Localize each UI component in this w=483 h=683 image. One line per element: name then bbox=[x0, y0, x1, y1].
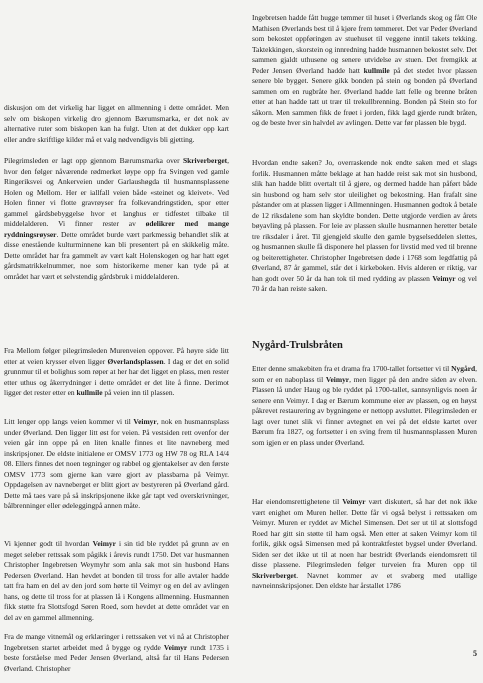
paragraph: Vi kjenner godt til hvordan Veimyr i sin tid ble ryddet på grunn av en meget seleber rettssak som pågikk i årevis rundt 1750. Det var husmannen Christopher Ingebretsen Weymyhr som anla sak mot sin husbond Hans Pedersen Øverland. Han hevdet at bonden til tross for alle avtaler hadde tatt fra ham en del av den jord som hørte til Veimyr og en del av avlingen hans, og dette til tross for at plassen lå i Kongens allmenning. Husmannen fikk støtte fra Slottsfogd Søren Roed, som hevdet at dette området var en del av en gammel allmenning. bbox=[4, 539, 229, 622]
paragraph: Litt lenger opp langs veien kommer vi til Veimyr, nok en husmannsplass under Øverland. Den ligger litt øst for veien. På vestsiden rett ovenfor der veien går inn oppe på en liten knalle finnes et lite navneberg med inskripsjoner. De eldste initialene er OMSV 1773 og HW 78 og RLA 14/4 08. Ellers finnes det noen tegninger og rabbel og gjentakelser av den første OMSV 1773 som gjerne kan være gjort av plassbarna på Veimyr. Oppdagelsen av navneberget er blitt gjort av bestyreren på Øverland gård. Dette må taes vare på så inskripsjonene ikke går tapt ved overskrivninger, bålbrenninger eller ødeleggingpå annen måte. bbox=[4, 417, 229, 510]
paragraph: diskusjon om det virkelig har ligget en allmenning i dette området. Men selv om biskopen virkelig dro gjennom Bærumsmarka, er det nok av alternative ruter som biskopen kan ha fulgt. Uten at det dukker opp kart eller andre skriftlige kilder må et valg nødvendigvis bli gjetting. bbox=[4, 103, 229, 144]
paragraph: Fra de mange vitnemål og erklæringer i rettssaken vet vi nå at Christopher Ingebretsen startet arbeidet med å bygge og rydde Veimyr rundt 1735 i beste forståelse med Peder Jensen Øverland, altså far til Hans Pedersen Øverland. Christopher bbox=[4, 632, 229, 673]
paragraph: Hvordan endte saken? Jo, overraskende nok endte saken med et slags forlik. Husmannen måtte beklage at han hadde reist sak mot sin husbond, slik han hadde blitt overtalt til å gjøre, og dermed hadde han påført både sin husbond og ham selv stor uleilighet og bekostning. Han frafalt sine påstander om at plassen ligger i Allmenningen. Husmannen godtok å betale de 12 riksdalene som han skyldte bonden. Dette utgjorde verdien av årets bøyavling på plassen. For leie av plassen skulle husmannen heretter betale tre riksdaler i året. Til gjengjeld skulle den gamle bygselseddelen slettes, og husmannen skulle få disponere hel plassen for livstid med ved til brenne og beiterettigheter. Christopher Ingebretsen døde i 1768 som legdfattig på Øverland, 87 år gammel, står det i kirkeboken. Hvis alderen er riktig, var han godt over 50 år da han tok til med rydding av plassen Veimyr og vel 70 år da han reiste saken. bbox=[252, 158, 477, 293]
page-number: 5 bbox=[473, 649, 477, 658]
paragraph: Etter denne smakebiten fra et drama fra 1700-tallet fortsetter vi til Nygård, som er en naboplass til Veimyr, men ligger på den andre siden av elven. Plassen lå under Haug og ble ryddet på 1700-tallet, sannsynligvis noen år senere enn Veimyr. I dag er Bærum kommune eier av plassen, og en høyst påkrevet restaurering av bygningene er nettopp avsluttet. Pilegrimsleden er lagt over tunet slik vi finner avtegnet en vei på det eldste kartet over Bærum fra 1827, og fortsetter i en sving frem til husmannsplassen Muren som igjen er en plass under Øverland. bbox=[252, 364, 477, 447]
paragraph: Pilegrimsleden er lagt opp gjennom Bærumsmarka over Skriverberget, hvor den følger nåværende rødmerket løype opp fra Svingen ved gamle Ringeriksvei og Ankerveien under Garlaushøgda til husmannsplassene Holen og Mellom. Her er iallfall veien både «steinet og kleivet». Ved Holen finner vi flotte gravrøyser fra folkevandringstiden, spor etter gammel gårdsbebyggelse hvor et langhus er tidfestet tilbake til middelalderen. Vi finner rester av ødelikrer med mange ryddningsrøyser. Dette området burde vært parkmessig behandlet slik at disse enestående kulturminnene kan bli presentert på en skikkelig måte. Dette området har fra gammelt av vært kalt Holenskogen og har hatt eget gårdsmatrikkelnummer, noe som historikerne mener kan tyde på at området har vært et selvstendig gårdsbruk i middelalderen. bbox=[4, 156, 229, 281]
section-heading: Nygård-Truls​bråten bbox=[252, 340, 343, 351]
paragraph: Fra Mellom følger pilegrimsleden Murenveien oppover. På høyre side litt etter at veien krysser elven ligger Øverlandsplassen. I dag er det en solid grunnmur til et bolighus som røper at her har det ligget en plass, men rester etter uthus og åkerrydninger i dette området er det lite å finne. Derimot ligger det rester etter en kullmile på veien inn til plassen. bbox=[4, 346, 229, 397]
paragraph: Har eiendomsrettighetene til Veimyr vært diskutert, så har det nok ikke vært enighet om Muren heller. Dette får vi også belyst i rettssaken om Veimyr. Muren er ryddet av Michel Simensen. Det ser ut til at slottsfogd Roed har gitt sin støtte til ham også. Men etter at saken Veimyr kom til forlik, gikk også Simensen med på kontraktfestet bygsel under Øverland. Siden ser det ikke ut til at noen har bestridt Øverlands eiendomsrett til disse plassene. Pilegrimsleden følger turveien fra Muren opp til Skriverberget. Navnet kommer av et svaberg med utallige navneinnskripsjoner. Den eldste har årstallet 1786 bbox=[252, 497, 477, 590]
paragraph: Ingebretsen hadde fått hugge tømmer til huset i Øverlands skog og fått Ole Mathisen Øverlands best til å kjøre frem tømmeret. Det var Peder Øverland som bekostet oppføringen av stuehuset til veggene inntil takets tekking. Taktekkingen, skorstein og innredning hadde husmannen bekostet selv. Det sammen gjaldt uthusene og senere utvidelse av stuen. Det fremgikk at Peder Jensen Øverland hadde hatt kullmile på det stedet hvor plassen senere ble bygget. Senere gikk bonden på stein og bonden på Øverland sammen om en rugbråte her. Øverland hadde latt felle og brenne bråten etter at han hadde tatt ut trær til trekullbrenning. Bonden på Stein sto for såkorn. Men sammen fikk de frøet i jorden, fikk lagd gjerde rundt bråten, og de beste hver sin halvdel av avlingen. Dette var før plassen ble bygd. bbox=[252, 13, 477, 127]
